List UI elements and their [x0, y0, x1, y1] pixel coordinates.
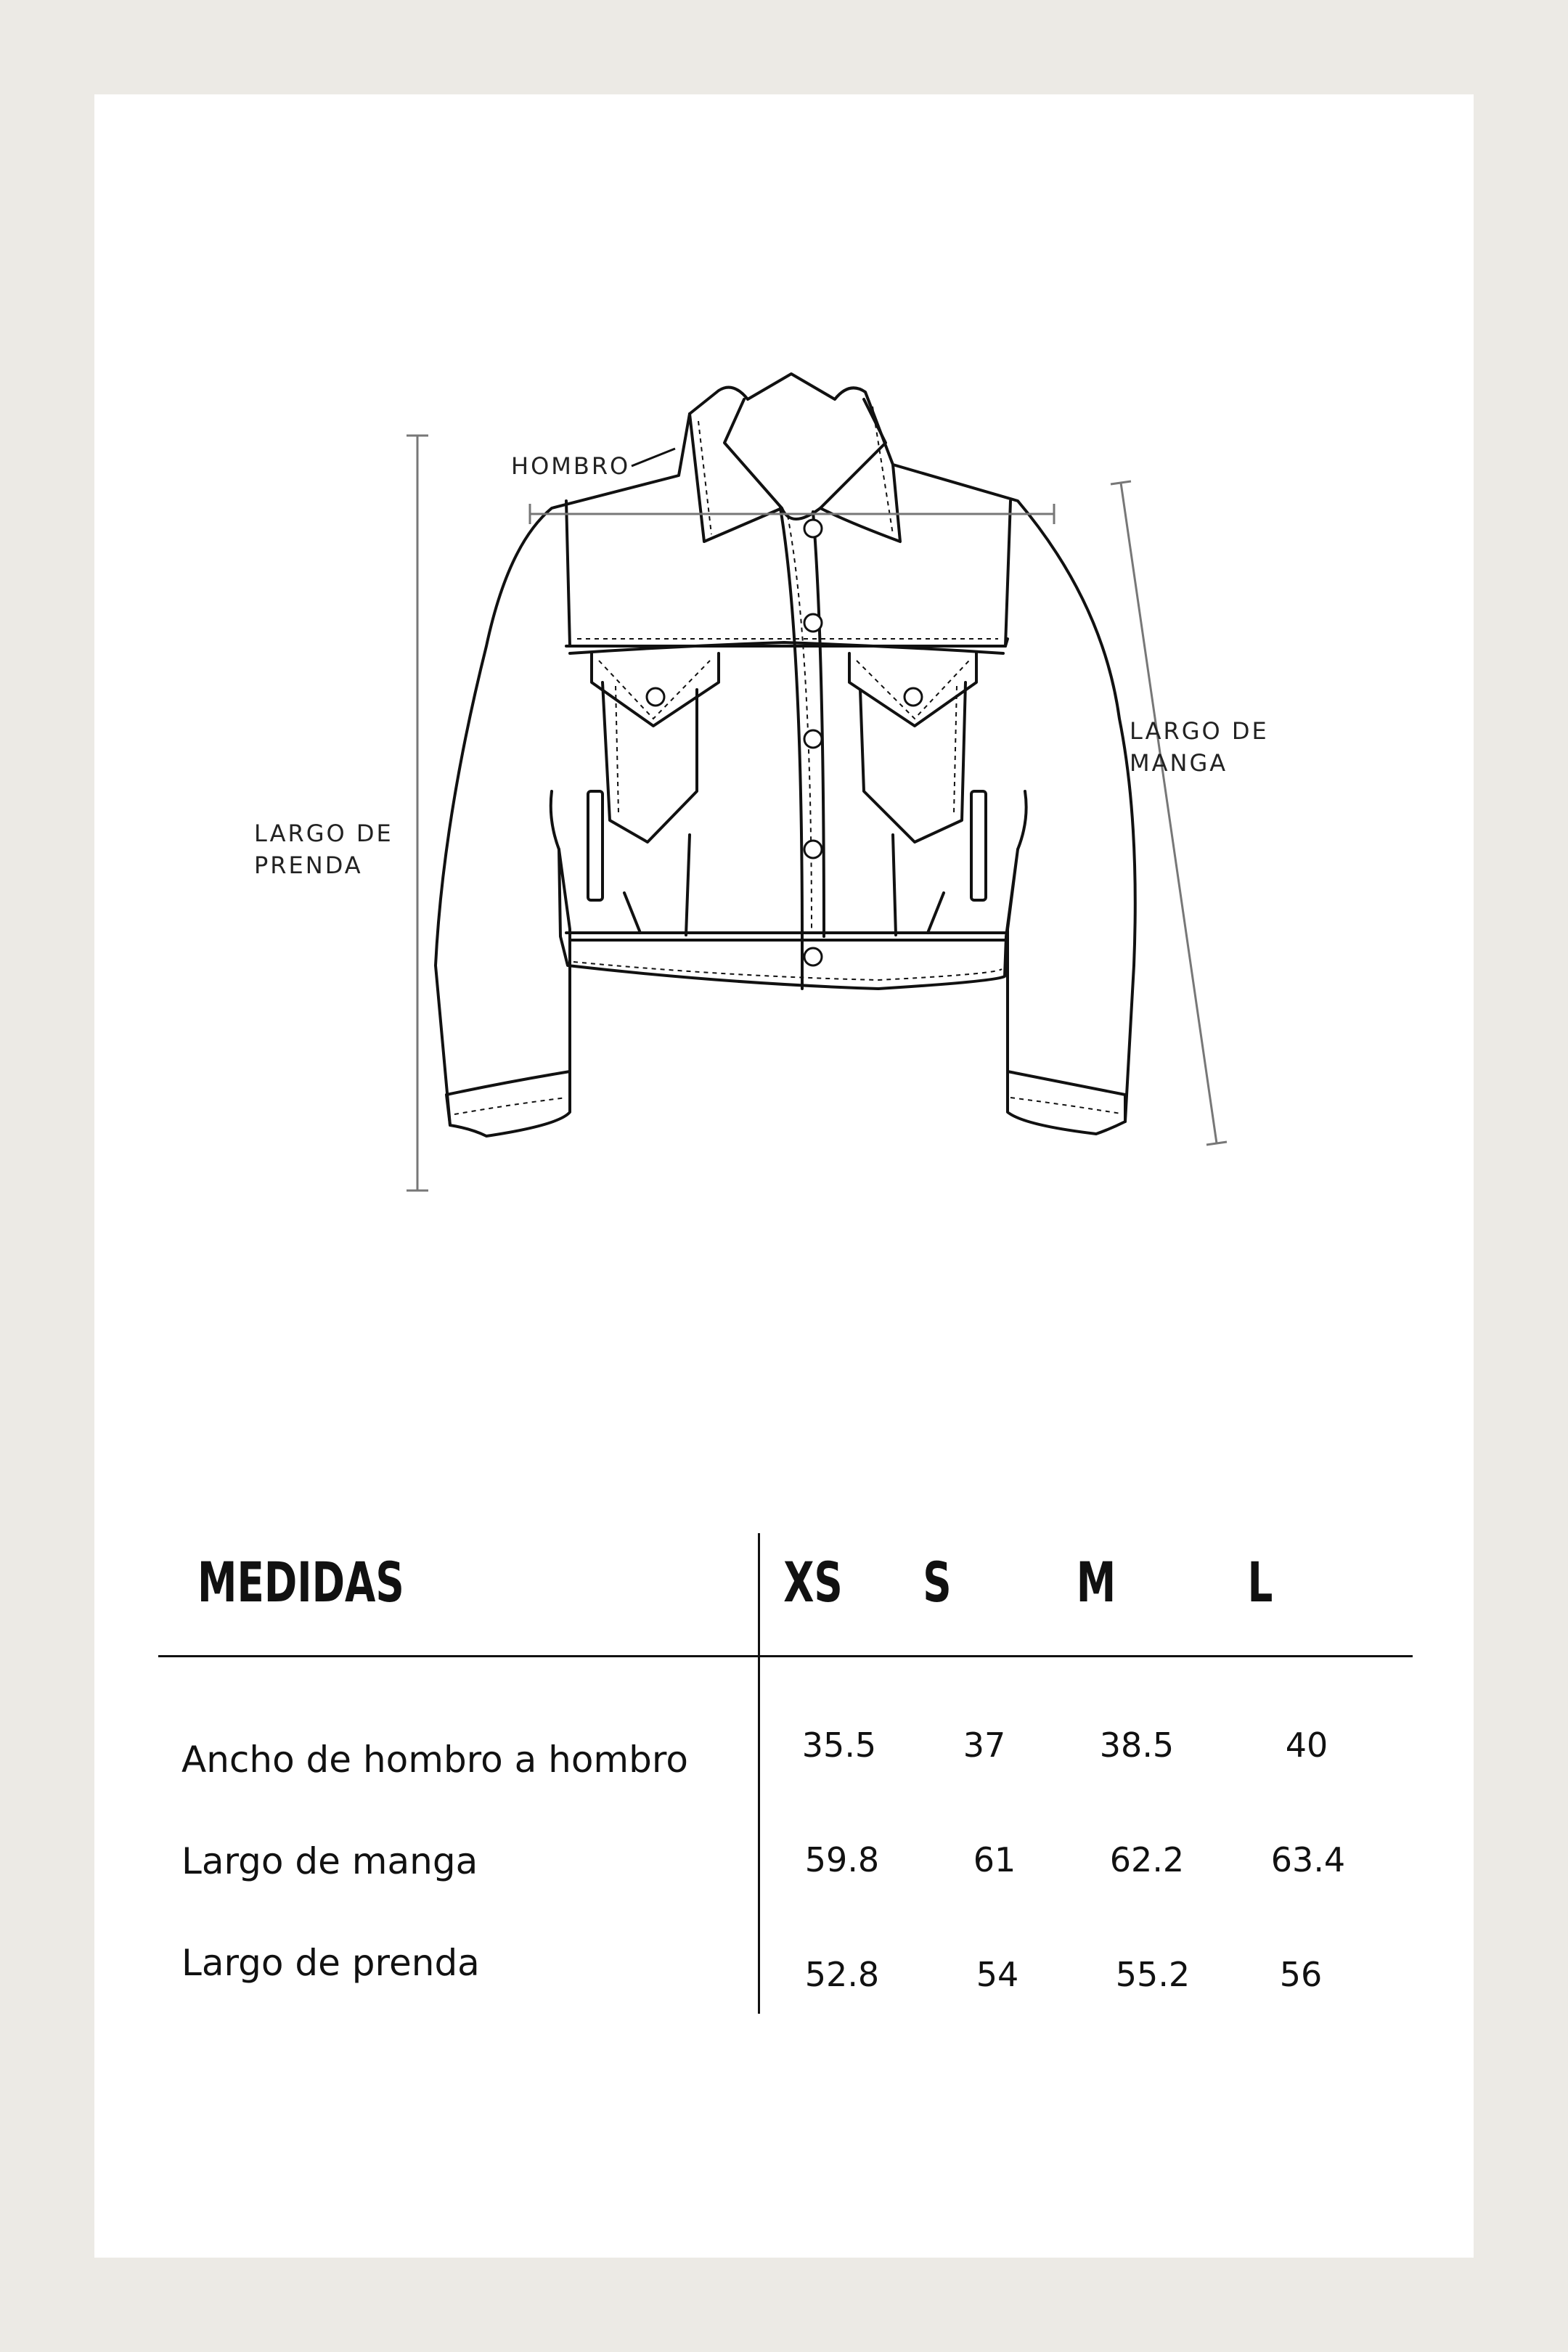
sleeve-length-label: LARGO DE MANGA — [1130, 717, 1269, 777]
cell-value: 61 — [973, 1840, 1016, 1879]
row-label-shoulder-width: Ancho de hombro a hombro — [181, 1739, 688, 1781]
cell-value: 52.8 — [804, 1955, 880, 1994]
size-header-l: L — [1247, 1550, 1273, 1614]
size-header-xs: XS — [783, 1550, 843, 1614]
table-header-divider — [158, 1655, 1413, 1657]
size-header-s: S — [923, 1550, 952, 1614]
garment-length-label: LARGO DE PRENDA — [254, 820, 393, 879]
table-column-divider — [758, 1533, 760, 2014]
shoulder-label: HOMBRO — [511, 452, 631, 480]
cell-value: 62.2 — [1109, 1840, 1185, 1879]
measurements-table — [94, 94, 1474, 2258]
size-header-m: M — [1076, 1550, 1116, 1614]
row-label-garment-length: Largo de prenda — [181, 1942, 480, 1984]
cell-value: 59.8 — [804, 1840, 880, 1879]
cell-value: 54 — [976, 1955, 1019, 1994]
size-guide-card — [94, 94, 1474, 2258]
cell-value: 55.2 — [1115, 1955, 1191, 1994]
row-label-sleeve-length: Largo de manga — [181, 1840, 478, 1882]
cell-value: 40 — [1285, 1726, 1328, 1765]
cell-value: 37 — [963, 1726, 1006, 1765]
cell-value: 63.4 — [1270, 1840, 1346, 1879]
cell-value: 38.5 — [1099, 1726, 1175, 1765]
cell-value: 35.5 — [801, 1726, 877, 1765]
table-title: MEDIDAS — [197, 1550, 404, 1614]
cell-value: 56 — [1279, 1955, 1323, 1994]
